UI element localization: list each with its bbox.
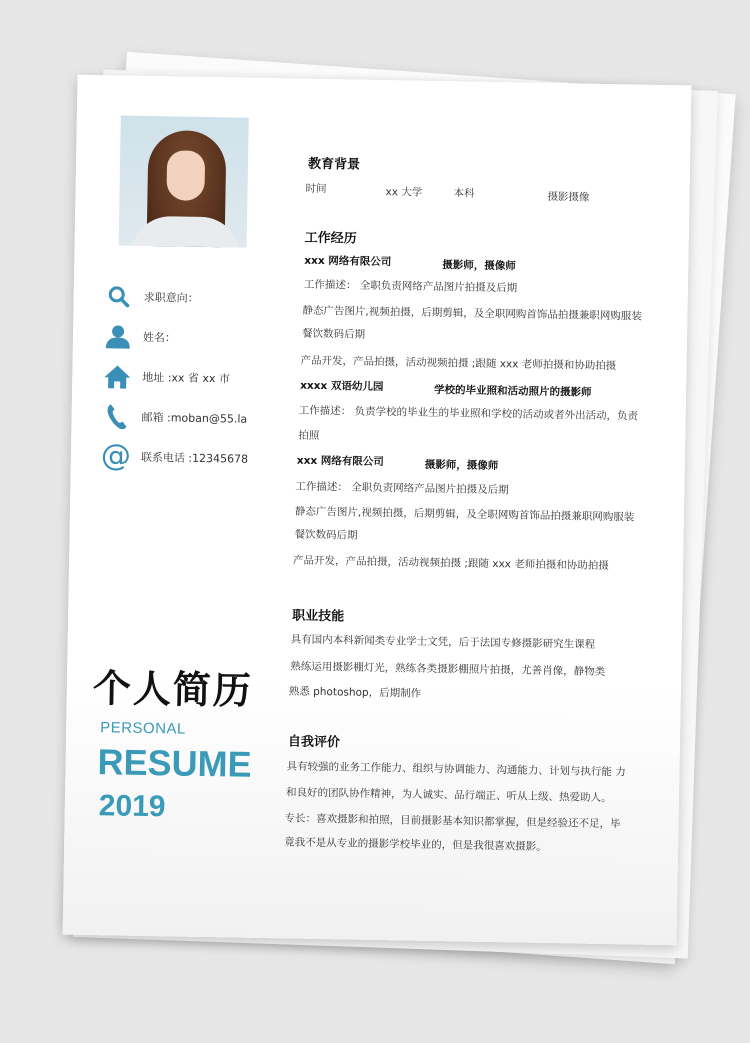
education-major: 摄影摄像 xyxy=(547,190,590,204)
job-2-role: 学校的毕业照和活动照片的摄影师 xyxy=(433,383,592,399)
skills-line-3: 熟悉 photoshop，后期制作 xyxy=(288,685,422,700)
contact-name xyxy=(103,321,283,354)
job-2-line-2: 拍照 xyxy=(298,429,320,442)
education-school: xx 大学 xyxy=(385,186,423,199)
skills-line-2: 熟练运用摄影棚灯光，熟练各类摄影棚照片拍摄，尤善肖像，静物类 xyxy=(290,660,606,679)
job-2-line-1: 工作描述： 负责学校的毕业生的毕业照和学校的活动或者外出活动，负责 xyxy=(298,404,639,423)
education-heading: 教育背景 xyxy=(307,156,361,173)
photo-face xyxy=(166,150,205,201)
education-time: 时间 xyxy=(305,182,327,196)
at-icon: @ xyxy=(100,438,132,474)
resume-sheet xyxy=(63,75,692,946)
resume-title-cn: 个人简历 xyxy=(92,666,254,713)
self-line-2: 和良好的团队协作精神，为人诚实、品行端正、听从上级、热爱助人。 xyxy=(285,786,612,805)
skills-line-1: 具有国内本科新闻类专业学士文凭，后于法国专修摄影研究生课程 xyxy=(290,633,596,651)
search-icon xyxy=(103,281,134,312)
job-1-line-1: 工作描述： 全职负责网络产品图片拍摄及后期 xyxy=(303,278,518,295)
self-line-1: 具有较强的业务工作能力、组织与协调能力、沟通能力、计划与执行能 力 xyxy=(286,760,626,779)
contact-email xyxy=(101,401,281,434)
contact-label: 邮箱 :moban@55.la xyxy=(141,410,248,426)
job-3-line-4: 产品开发，产品拍摄，活动视频拍摄 ;跟随 xxx 老师拍摄和协助拍摄 xyxy=(293,554,609,573)
contact-label: 姓名： xyxy=(142,330,177,345)
job-1-line-4: 产品开发，产品拍摄，活动视频拍摄 ;跟随 xxx 老师拍摄和协助拍摄 xyxy=(300,354,617,373)
job-2-company: xxxx 双语幼儿园 xyxy=(300,379,384,394)
education-degree: 本科 xyxy=(453,187,475,200)
home-icon xyxy=(102,361,133,392)
profile-photo xyxy=(119,115,249,247)
contact-phone xyxy=(100,438,281,474)
job-3-line-2: 静态广告图片,视频拍摄，后期剪辑，及全职网购首饰品拍摄兼职网购服装 xyxy=(294,505,635,524)
job-1-line-2: 静态广告图片,视频拍摄，后期剪辑，及全职网购首饰品拍摄兼职网购服装 xyxy=(302,304,642,323)
contact-job-intent xyxy=(103,281,283,314)
phone-icon xyxy=(101,401,132,432)
skills-heading: 职业技能 xyxy=(292,608,345,625)
contact-label: 求职意向： xyxy=(143,290,199,305)
contact-label: 地址 :xx 省 xx 市 xyxy=(142,370,231,386)
person-icon xyxy=(103,321,134,352)
self-line-4: 竟我不是从专业的摄影学校毕业的，但是我很喜欢摄影。 xyxy=(284,836,547,854)
contact-address xyxy=(102,361,282,394)
work-heading: 工作经历 xyxy=(304,230,357,247)
job-1-company: xxx 网络有限公司 xyxy=(304,254,392,269)
job-1-role: 摄影师，摄像师 xyxy=(442,259,516,273)
resume-title-resume: RESUME xyxy=(97,741,252,785)
job-3-line-3: 餐饮数码后期 xyxy=(294,528,358,542)
job-3-role: 摄影师，摄像师 xyxy=(424,458,499,473)
resume-year: 2019 xyxy=(98,789,166,824)
self-line-3: 专长：喜欢摄影和拍照，目前摄影基本知识都掌握，但是经验还不足，毕 xyxy=(284,812,621,831)
job-3-line-1: 工作描述： 全职负责网络产品图片拍摄及后期 xyxy=(295,480,509,497)
resume-title-personal: PERSONAL xyxy=(100,719,186,738)
contact-label: 联系电话 :12345678 xyxy=(140,450,249,466)
job-1-line-3: 餐饮数码后期 xyxy=(301,327,366,341)
job-3-company: xxx 网络有限公司 xyxy=(296,454,384,469)
self-heading: 自我评价 xyxy=(287,734,341,751)
